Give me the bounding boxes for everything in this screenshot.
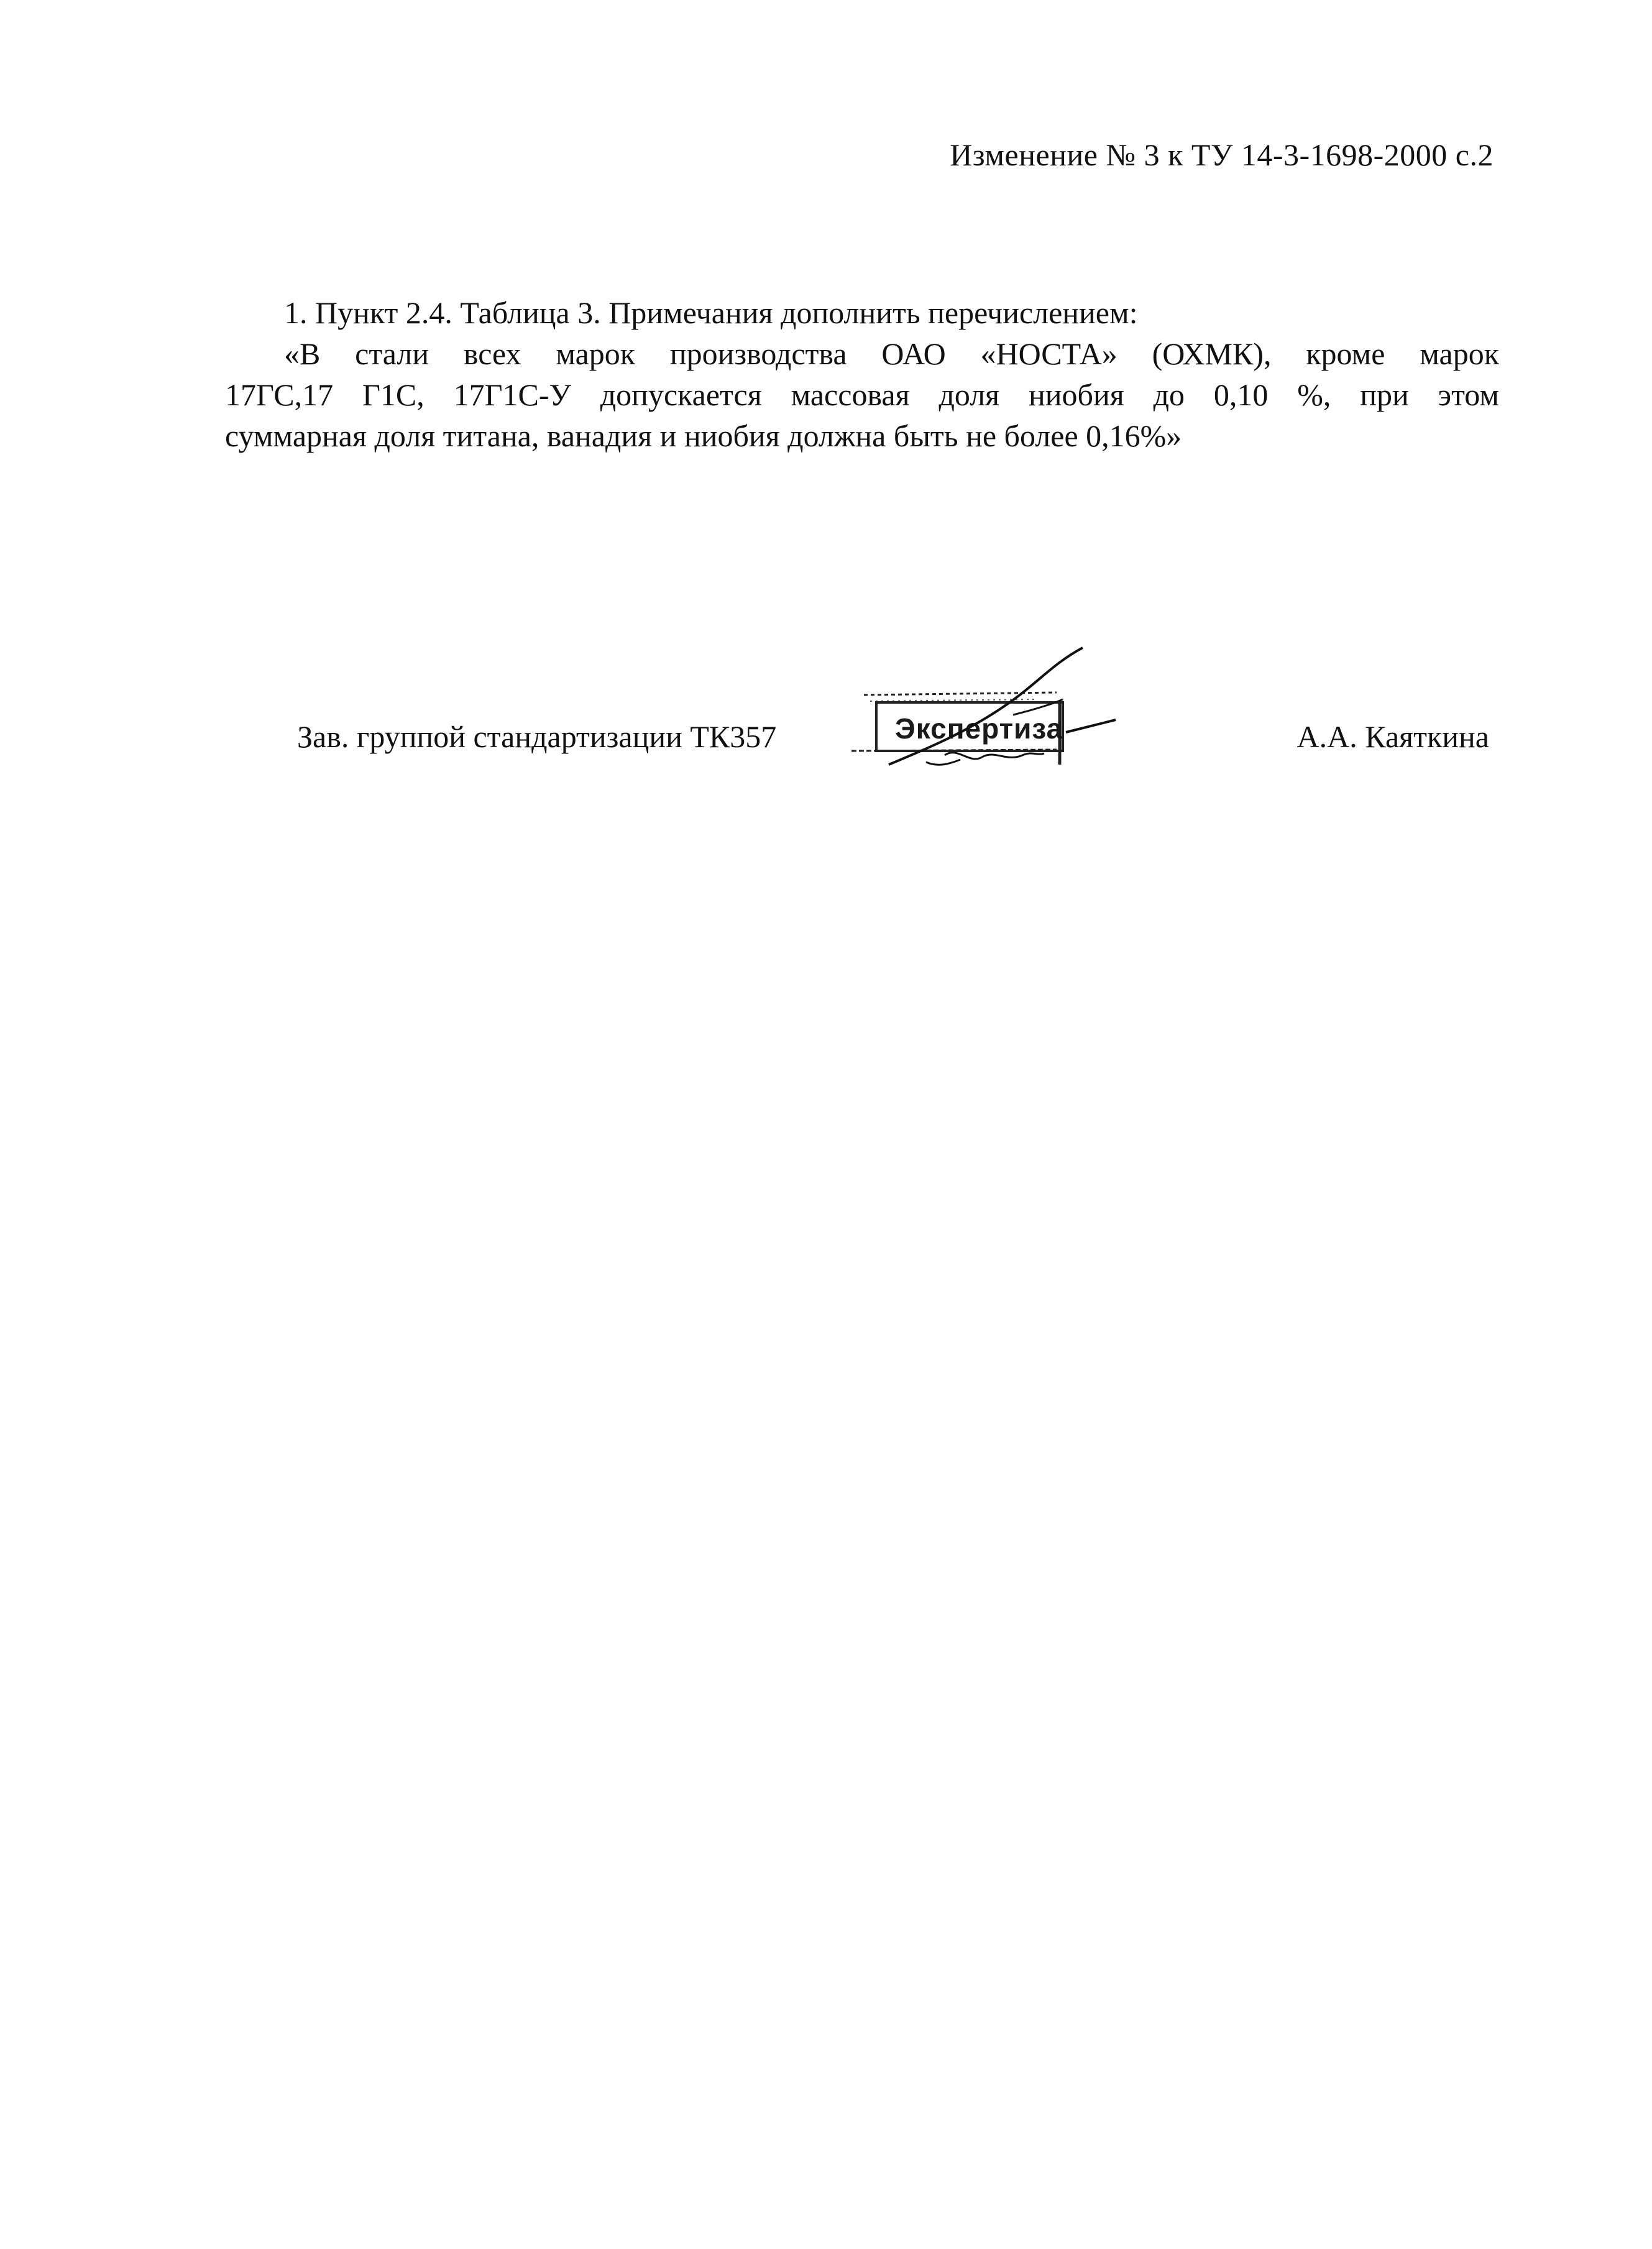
stamp-label: Экспертиза <box>895 712 1063 745</box>
signatory-name: А.А. Каяткина <box>1296 719 1489 754</box>
amendment-quote-line-2: 17ГС,17 Г1С, 17Г1С-У допускается массовая доля ниобия до 0,10 %, при этом <box>225 377 1499 412</box>
amendment-quote-line-3: суммарная доля титана, ванадия и ниобия должна быть не более 0,16%» <box>225 418 1182 453</box>
signatory-position: Зав. группой стандартизации ТК357 <box>297 719 777 754</box>
document-reference-header: Изменение № 3 к ТУ 14-3-1698-2000 с.2 <box>950 137 1494 172</box>
amendment-item-1: 1. Пункт 2.4. Таблица 3. Примечания дополнить перечислением: <box>284 295 1138 330</box>
signature-block <box>0 709 1652 765</box>
signature-stamp-icon <box>851 640 1150 783</box>
amendment-quote-line-1: «В стали всех марок производства ОАО «НОСТА» (ОХМК), кроме марок <box>284 336 1499 371</box>
amendment-body <box>225 292 1499 456</box>
